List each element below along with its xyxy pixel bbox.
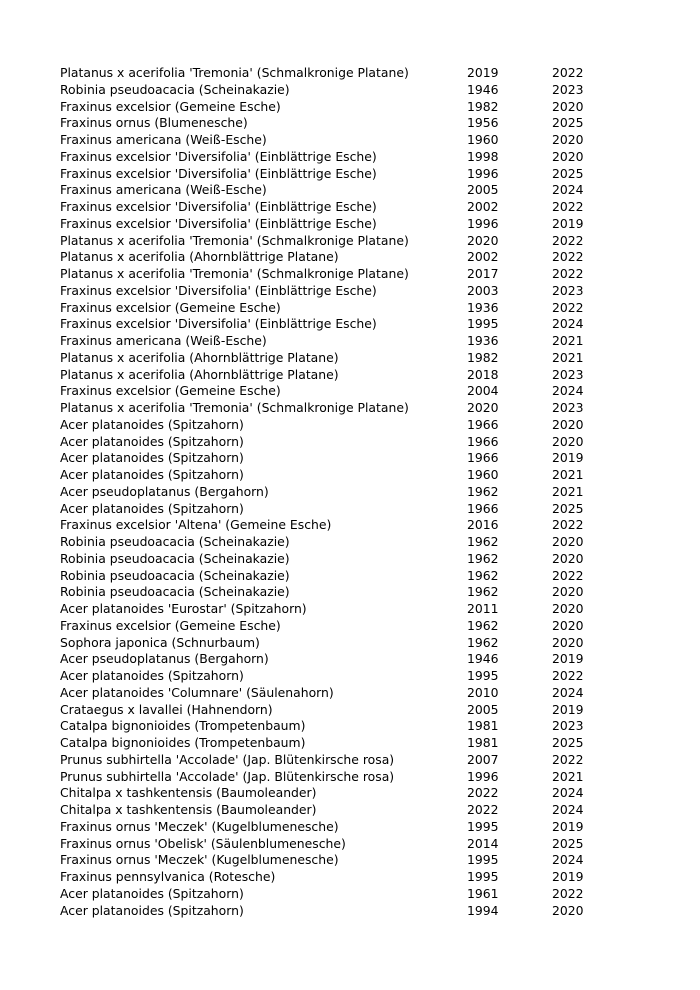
year-checked-cell: 2021 <box>552 349 584 365</box>
tree-name-cell: Acer platanoides (Spitzahorn) <box>60 668 244 683</box>
tree-name-cell: Acer platanoides (Spitzahorn) <box>60 467 244 482</box>
table-row <box>60 635 660 652</box>
year-checked-cell: 2023 <box>552 81 584 97</box>
year-checked-cell: 2020 <box>552 416 584 432</box>
tree-name-cell: Fraxinus excelsior (Gemeine Esche) <box>60 299 281 315</box>
tree-name-cell: Robinia pseudoacacia (Scheinakazie) <box>60 534 290 549</box>
year-checked-cell: 2022 <box>552 517 584 533</box>
year-checked-cell: 2023 <box>552 282 584 298</box>
tree-name-cell: Acer pseudoplatanus (Bergahorn) <box>60 483 269 499</box>
year-planted-cell: 2019 <box>467 65 499 80</box>
year-planted-cell: 2022 <box>467 802 499 817</box>
tree-name-cell: Fraxinus ornus 'Meczek' (Kugelblumenesche) <box>60 818 339 834</box>
year-planted-cell: 2002 <box>467 249 499 265</box>
tree-name-cell: Platanus x acerifolia (Ahornblättrige Platane) <box>60 349 339 365</box>
year-planted-cell: 1994 <box>467 902 499 918</box>
table-row <box>60 82 660 99</box>
table-row <box>60 903 660 920</box>
tree-name-cell: Acer platanoides (Spitzahorn) <box>60 416 244 432</box>
tree-name-cell: Acer platanoides 'Eurostar' (Spitzahorn) <box>60 601 307 616</box>
table-row <box>60 233 660 250</box>
year-checked-cell: 2020 <box>552 433 584 449</box>
tree-name-cell: Fraxinus excelsior (Gemeine Esche) <box>60 98 281 114</box>
year-planted-cell: 1946 <box>467 651 499 667</box>
table-row <box>60 752 660 769</box>
table-row <box>60 869 660 886</box>
table-row <box>60 350 660 367</box>
table-row <box>60 333 660 350</box>
year-planted-cell: 1996 <box>467 165 499 181</box>
year-planted-cell: 1996 <box>467 215 499 231</box>
year-checked-cell: 2020 <box>552 634 584 650</box>
table-row <box>60 434 660 451</box>
tree-name-cell: Fraxinus excelsior (Gemeine Esche) <box>60 383 281 399</box>
tree-name-cell: Fraxinus excelsior 'Diversifolia' (Einblättrige Esche) <box>60 215 377 231</box>
year-checked-cell: 2020 <box>552 617 584 633</box>
table-row <box>60 584 660 601</box>
table-row <box>60 417 660 434</box>
year-checked-cell: 2020 <box>552 550 584 566</box>
year-checked-cell: 2024 <box>552 785 584 801</box>
year-planted-cell: 1936 <box>467 299 499 315</box>
table-row <box>60 132 660 149</box>
year-checked-cell: 2020 <box>552 601 584 616</box>
table-row <box>60 316 660 333</box>
table-row <box>60 65 660 82</box>
tree-name-cell: Fraxinus ornus 'Obelisk' (Säulenblumenesche) <box>60 835 346 851</box>
year-planted-cell: 1995 <box>467 818 499 834</box>
year-checked-cell: 2020 <box>552 148 584 164</box>
table-row <box>60 517 660 534</box>
table-row <box>60 484 660 501</box>
table-row <box>60 534 660 551</box>
tree-name-cell: Sophora japonica (Schnurbaum) <box>60 634 260 650</box>
table-row <box>60 651 660 668</box>
year-checked-cell: 2020 <box>552 98 584 114</box>
year-checked-cell: 2023 <box>552 366 584 382</box>
table-row <box>60 685 660 702</box>
year-checked-cell: 2024 <box>552 802 584 817</box>
year-planted-cell: 1995 <box>467 852 499 868</box>
year-planted-cell: 1998 <box>467 148 499 164</box>
year-planted-cell: 1982 <box>467 349 499 365</box>
table-row <box>60 601 660 618</box>
year-checked-cell: 2024 <box>552 316 584 332</box>
tree-name-cell: Fraxinus pennsylvanica (Rotesche) <box>60 869 276 884</box>
table-row <box>60 99 660 116</box>
year-checked-cell: 2022 <box>552 299 584 315</box>
year-planted-cell: 1960 <box>467 132 499 147</box>
table-row <box>60 785 660 802</box>
year-checked-cell: 2020 <box>552 902 584 918</box>
tree-name-cell: Catalpa bignonioides (Trompetenbaum) <box>60 718 306 734</box>
year-checked-cell: 2022 <box>552 567 584 583</box>
year-checked-cell: 2022 <box>552 885 584 901</box>
tree-name-cell: Fraxinus americana (Weiß-Esche) <box>60 132 267 147</box>
tree-name-cell: Acer platanoides (Spitzahorn) <box>60 433 244 449</box>
tree-name-cell: Robinia pseudoacacia (Scheinakazie) <box>60 584 290 600</box>
table-row <box>60 819 660 836</box>
tree-name-cell: Fraxinus ornus 'Meczek' (Kugelblumenesche) <box>60 852 339 868</box>
year-checked-cell: 2022 <box>552 232 584 248</box>
year-checked-cell: 2022 <box>552 266 584 281</box>
table-row <box>60 383 660 400</box>
year-checked-cell: 2019 <box>552 818 584 834</box>
year-planted-cell: 1956 <box>467 115 499 131</box>
tree-name-cell: Platanus x acerifolia (Ahornblättrige Platane) <box>60 249 339 265</box>
tree-name-cell: Fraxinus excelsior 'Diversifolia' (Einblättrige Esche) <box>60 282 377 298</box>
tree-name-cell: Catalpa bignonioides (Trompetenbaum) <box>60 735 306 750</box>
year-checked-cell: 2019 <box>552 450 584 466</box>
tree-name-cell: Fraxinus excelsior 'Diversifolia' (Einblättrige Esche) <box>60 199 377 214</box>
tree-name-cell: Chitalpa x tashkentensis (Baumoleander) <box>60 802 317 817</box>
year-planted-cell: 1962 <box>467 534 499 549</box>
table-row <box>60 501 660 518</box>
year-planted-cell: 1961 <box>467 885 499 901</box>
year-checked-cell: 2023 <box>552 718 584 734</box>
year-planted-cell: 2022 <box>467 785 499 801</box>
year-planted-cell: 1995 <box>467 668 499 683</box>
year-planted-cell: 1962 <box>467 550 499 566</box>
year-checked-cell: 2025 <box>552 165 584 181</box>
table-row <box>60 216 660 233</box>
tree-name-cell: Acer platanoides (Spitzahorn) <box>60 500 244 516</box>
year-checked-cell: 2022 <box>552 199 584 214</box>
year-planted-cell: 1960 <box>467 467 499 482</box>
table-row <box>60 836 660 853</box>
year-checked-cell: 2025 <box>552 735 584 750</box>
year-planted-cell: 1946 <box>467 81 499 97</box>
table-row <box>60 367 660 384</box>
tree-name-cell: Acer platanoides (Spitzahorn) <box>60 450 244 466</box>
year-planted-cell: 1962 <box>467 617 499 633</box>
tree-name-cell: Fraxinus excelsior (Gemeine Esche) <box>60 617 281 633</box>
tree-name-cell: Fraxinus excelsior 'Diversifolia' (Einblättrige Esche) <box>60 316 377 332</box>
year-planted-cell: 2007 <box>467 751 499 767</box>
tree-name-cell: Robinia pseudoacacia (Scheinakazie) <box>60 567 290 583</box>
tree-name-cell: Prunus subhirtella 'Accolade' (Jap. Blütenkirsche rosa) <box>60 768 395 784</box>
year-checked-cell: 2020 <box>552 584 584 600</box>
tree-name-cell: Platanus x acerifolia 'Tremonia' (Schmalkronige Platane) <box>60 65 409 80</box>
year-planted-cell: 1995 <box>467 316 499 332</box>
table-row <box>60 568 660 585</box>
year-planted-cell: 1966 <box>467 433 499 449</box>
tree-name-cell: Robinia pseudoacacia (Scheinakazie) <box>60 81 290 97</box>
tree-name-cell: Platanus x acerifolia 'Tremonia' (Schmalkronige Platane) <box>60 266 409 281</box>
table-row <box>60 852 660 869</box>
tree-name-cell: Acer platanoides (Spitzahorn) <box>60 902 244 918</box>
year-planted-cell: 2002 <box>467 199 499 214</box>
year-checked-cell: 2022 <box>552 249 584 265</box>
table-row <box>60 802 660 819</box>
table-row <box>60 400 660 417</box>
year-checked-cell: 2024 <box>552 684 584 700</box>
table-row <box>60 702 660 719</box>
tree-name-cell: Platanus x acerifolia (Ahornblättrige Platane) <box>60 366 339 382</box>
year-checked-cell: 2023 <box>552 400 584 415</box>
year-planted-cell: 2020 <box>467 400 499 415</box>
tree-name-cell: Platanus x acerifolia 'Tremonia' (Schmalkronige Platane) <box>60 400 409 415</box>
year-checked-cell: 2022 <box>552 668 584 683</box>
year-checked-cell: 2021 <box>552 768 584 784</box>
table-row <box>60 735 660 752</box>
year-planted-cell: 2010 <box>467 684 499 700</box>
year-planted-cell: 1981 <box>467 718 499 734</box>
table-row <box>60 115 660 132</box>
year-planted-cell: 2005 <box>467 701 499 717</box>
year-planted-cell: 1996 <box>467 768 499 784</box>
year-checked-cell: 2020 <box>552 132 584 147</box>
year-planted-cell: 2020 <box>467 232 499 248</box>
tree-name-cell: Fraxinus americana (Weiß-Esche) <box>60 182 267 198</box>
tree-name-cell: Fraxinus excelsior 'Diversifolia' (Einblättrige Esche) <box>60 148 377 164</box>
year-checked-cell: 2019 <box>552 215 584 231</box>
year-checked-cell: 2025 <box>552 835 584 851</box>
tree-name-cell: Crataegus x lavallei (Hahnendorn) <box>60 701 273 717</box>
tree-name-cell: Fraxinus ornus (Blumenesche) <box>60 115 248 131</box>
year-planted-cell: 1966 <box>467 416 499 432</box>
tree-table <box>60 65 660 919</box>
tree-name-cell: Platanus x acerifolia 'Tremonia' (Schmalkronige Platane) <box>60 232 409 248</box>
tree-name-cell: Acer platanoides 'Columnare' (Säulenahorn) <box>60 684 334 700</box>
year-checked-cell: 2019 <box>552 869 584 884</box>
year-checked-cell: 2024 <box>552 383 584 399</box>
table-row <box>60 769 660 786</box>
tree-name-cell: Acer pseudoplatanus (Bergahorn) <box>60 651 269 667</box>
year-planted-cell: 2016 <box>467 517 499 533</box>
year-checked-cell: 2020 <box>552 534 584 549</box>
table-row <box>60 450 660 467</box>
tree-name-cell: Fraxinus excelsior 'Altena' (Gemeine Esche) <box>60 517 332 533</box>
year-planted-cell: 1981 <box>467 735 499 750</box>
year-checked-cell: 2021 <box>552 467 584 482</box>
table-row <box>60 166 660 183</box>
table-row <box>60 467 660 484</box>
year-planted-cell: 1962 <box>467 634 499 650</box>
year-planted-cell: 2003 <box>467 282 499 298</box>
year-planted-cell: 2004 <box>467 383 499 399</box>
year-planted-cell: 1962 <box>467 567 499 583</box>
table-row <box>60 551 660 568</box>
year-planted-cell: 1962 <box>467 584 499 600</box>
table-row <box>60 199 660 216</box>
tree-name-cell: Fraxinus americana (Weiß-Esche) <box>60 333 267 348</box>
year-planted-cell: 1936 <box>467 333 499 348</box>
tree-name-cell: Chitalpa x tashkentensis (Baumoleander) <box>60 785 317 801</box>
year-planted-cell: 2011 <box>467 601 499 616</box>
year-planted-cell: 2018 <box>467 366 499 382</box>
year-planted-cell: 2017 <box>467 266 499 281</box>
year-checked-cell: 2021 <box>552 483 584 499</box>
year-checked-cell: 2025 <box>552 500 584 516</box>
tree-name-cell: Prunus subhirtella 'Accolade' (Jap. Blütenkirsche rosa) <box>60 751 395 767</box>
table-row <box>60 718 660 735</box>
year-planted-cell: 2005 <box>467 182 499 198</box>
year-checked-cell: 2024 <box>552 182 584 198</box>
table-row <box>60 300 660 317</box>
year-planted-cell: 1962 <box>467 483 499 499</box>
table-row <box>60 668 660 685</box>
year-planted-cell: 1982 <box>467 98 499 114</box>
tree-name-cell: Acer platanoides (Spitzahorn) <box>60 885 244 901</box>
table-row <box>60 249 660 266</box>
table-row <box>60 618 660 635</box>
year-checked-cell: 2024 <box>552 852 584 868</box>
table-row <box>60 266 660 283</box>
tree-name-cell: Robinia pseudoacacia (Scheinakazie) <box>60 550 290 566</box>
year-checked-cell: 2025 <box>552 115 584 131</box>
year-checked-cell: 2019 <box>552 701 584 717</box>
table-row <box>60 182 660 199</box>
year-checked-cell: 2021 <box>552 333 584 348</box>
year-planted-cell: 2014 <box>467 835 499 851</box>
year-checked-cell: 2022 <box>552 65 584 80</box>
year-planted-cell: 1995 <box>467 869 499 884</box>
table-row <box>60 149 660 166</box>
year-planted-cell: 1966 <box>467 450 499 466</box>
year-planted-cell: 1966 <box>467 500 499 516</box>
year-checked-cell: 2019 <box>552 651 584 667</box>
table-row <box>60 886 660 903</box>
table-row <box>60 283 660 300</box>
year-checked-cell: 2022 <box>552 751 584 767</box>
tree-name-cell: Fraxinus excelsior 'Diversifolia' (Einblättrige Esche) <box>60 165 377 181</box>
